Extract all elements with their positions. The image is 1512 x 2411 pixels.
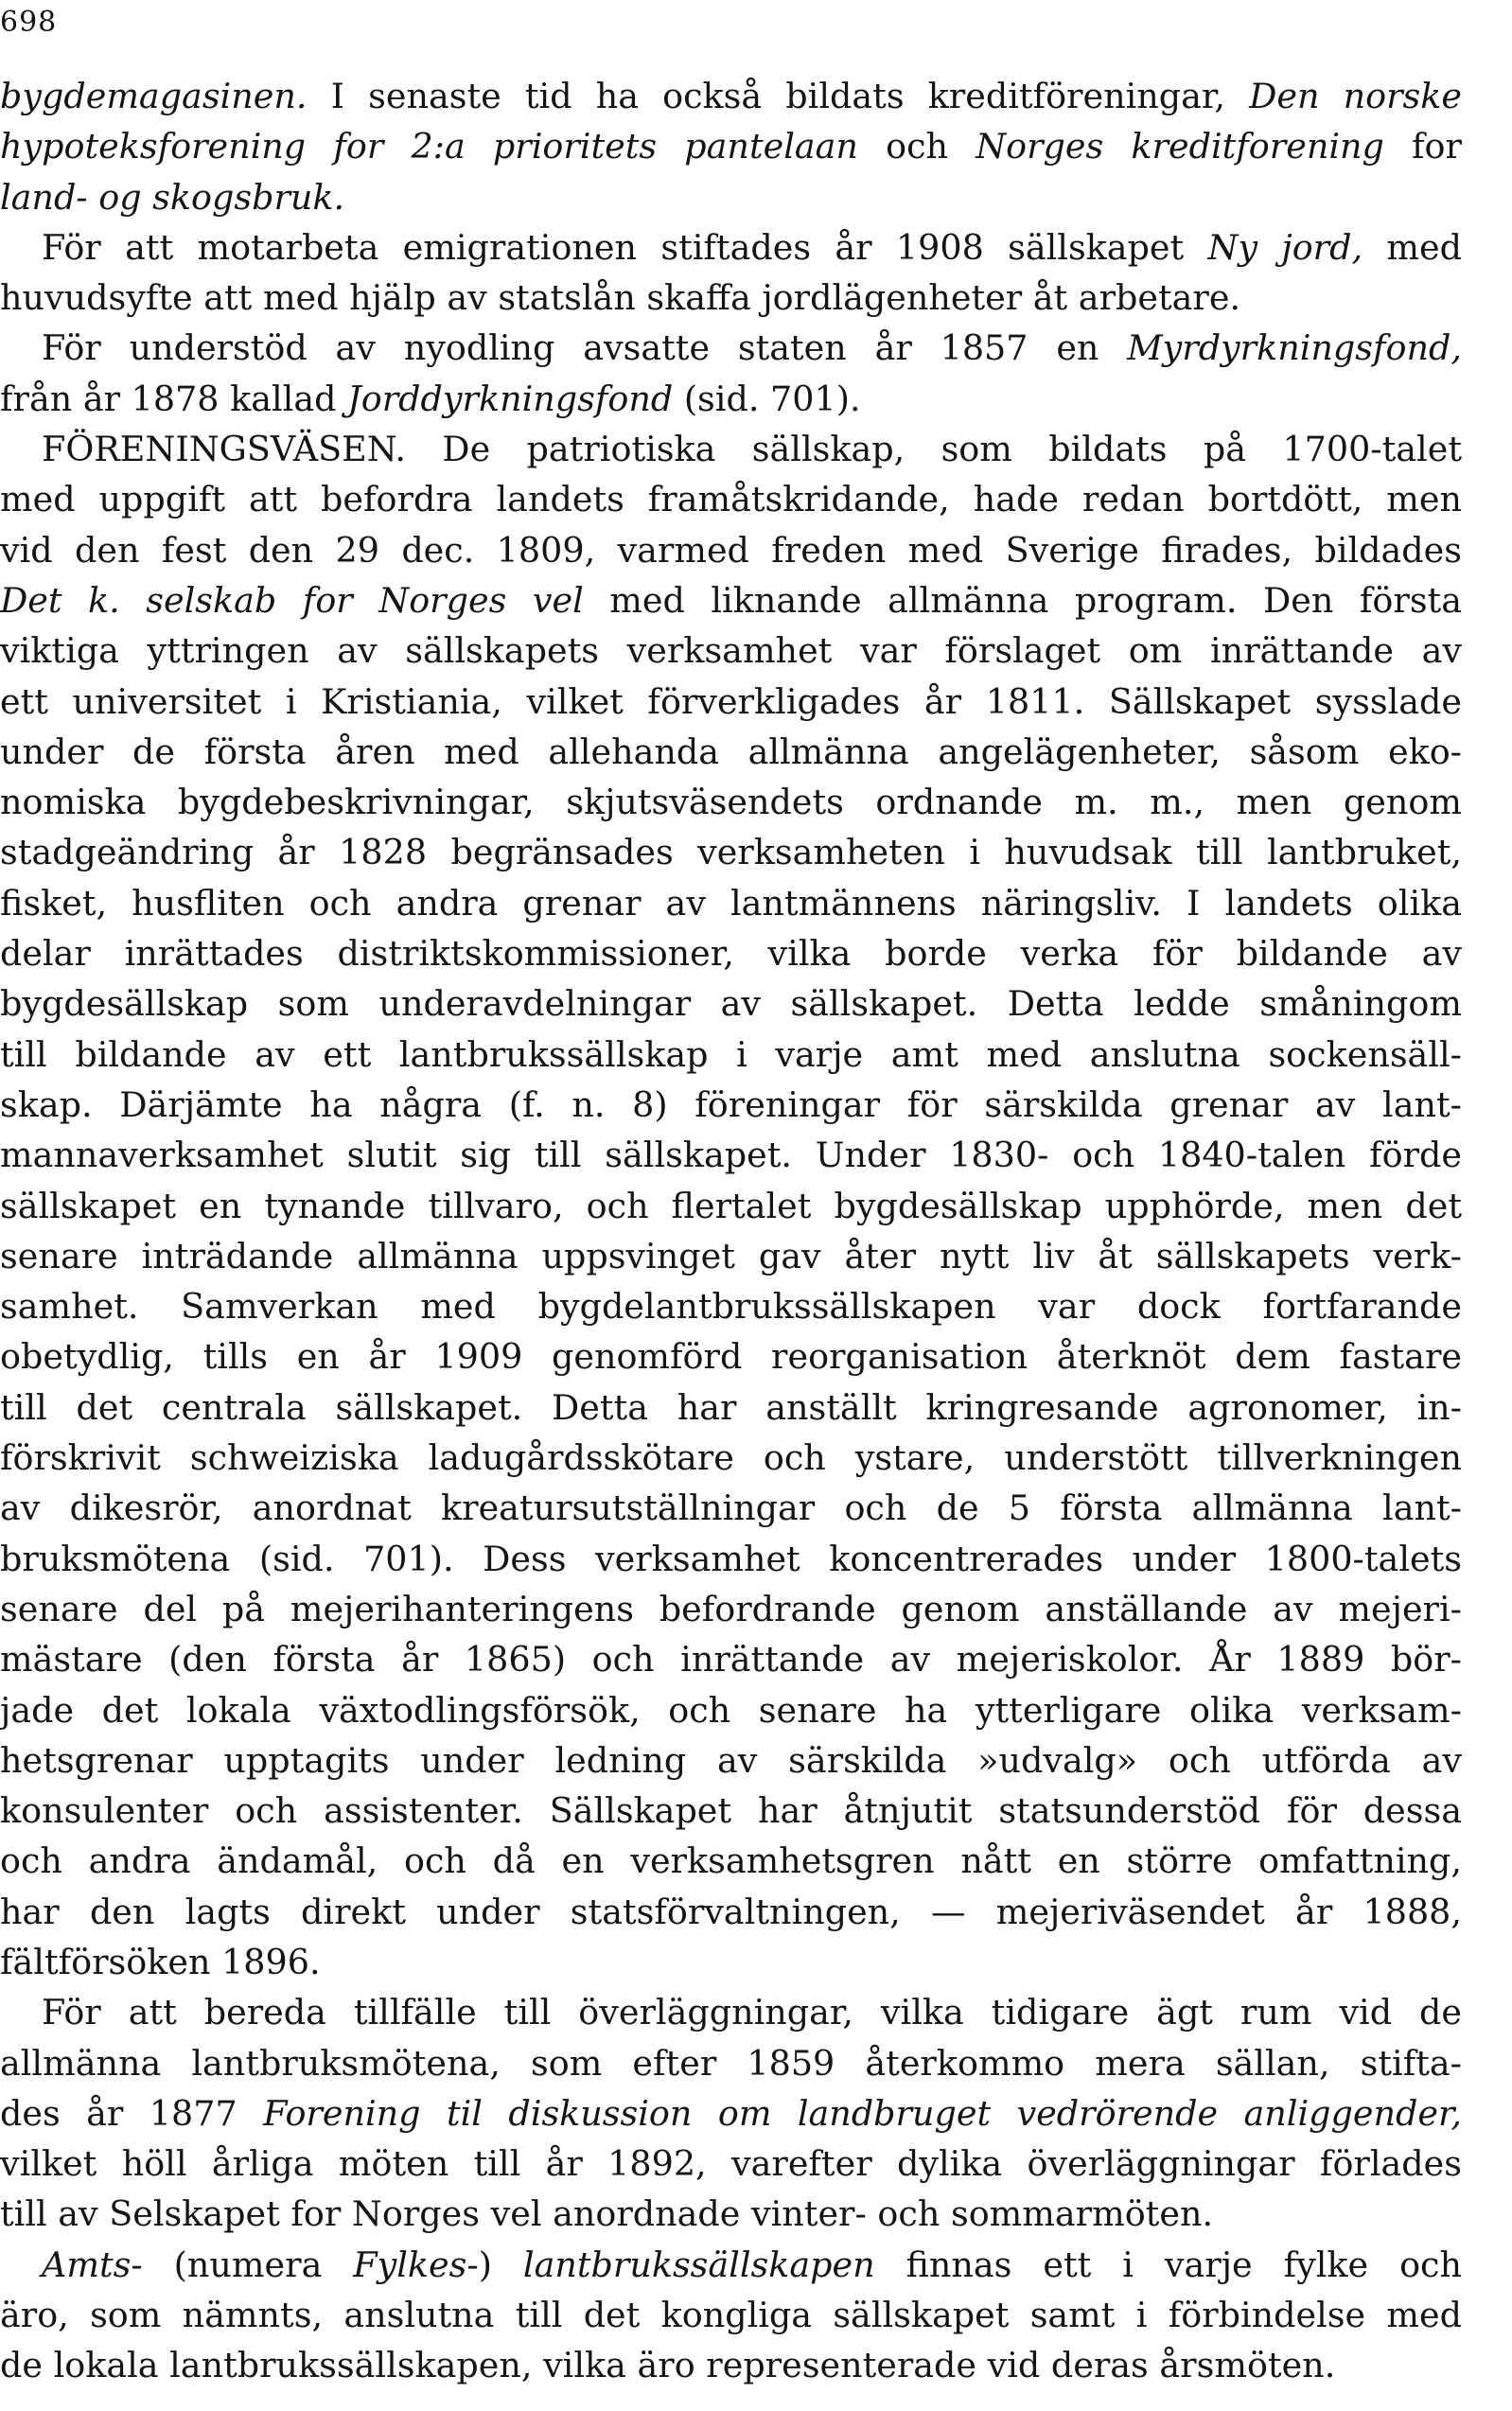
text-segment: for [1383, 126, 1462, 167]
text-line [0, 172, 1462, 222]
italic-text: land- og skogsbruk. [0, 176, 345, 218]
text-line [0, 2038, 1462, 2088]
italic-text: Det k. selskab for Norges vel [0, 579, 584, 621]
text-segment: bruksmötena (sid. 701). Dess verksamhet koncentrerades under 1800-talets [0, 1538, 1462, 1579]
text-line [0, 1987, 1462, 2037]
italic-text: Amts- [42, 2244, 143, 2285]
italic-text: Norges kreditforening [976, 126, 1384, 167]
text-segment: mästare (den första år 1865) och inrättande av mejeriskolor. År 1889 bör- [0, 1639, 1462, 1681]
text-line [0, 222, 1462, 273]
text-line [0, 2189, 1462, 2239]
text-line [0, 2240, 1462, 2290]
text-line [0, 625, 1462, 676]
text-line [0, 1483, 1462, 1533]
italic-text: lantbrukssällskapen [522, 2244, 875, 2285]
text-segment: obetydlig, tills en år 1909 genomförd reorganisation återknöt dem fastare [0, 1336, 1462, 1378]
text-line [0, 677, 1462, 727]
text-line [0, 1735, 1462, 1786]
text-line [0, 1231, 1462, 1281]
text-line [0, 1433, 1462, 1483]
text-segment: och [857, 126, 976, 167]
text-segment: ) [478, 2244, 523, 2285]
text-line [0, 575, 1462, 625]
text-line [0, 71, 1462, 121]
text-segment: sällskapet en tynande tillvaro, och flertalet bygdesällskap upphörde, men det [0, 1185, 1462, 1226]
text-segment: För understöd av nyodling avsatte staten år 1857 en [42, 327, 1128, 369]
text-line [0, 777, 1462, 827]
italic-text: bygdemagasinen. [0, 76, 308, 116]
text-segment: fisket, husfliten och andra grenar av lantmännens näringsliv. I landets olika [0, 882, 1462, 924]
italic-text: Ny jord, [1207, 226, 1363, 268]
italic-text: Fylkes- [353, 2244, 479, 2285]
text-line [0, 1181, 1462, 1231]
text-line [0, 424, 1462, 474]
text-segment: delar inrättades distriktskommissioner, vilka borde verka för bildande av [0, 933, 1462, 975]
text-segment: äro, som nämnts, anslutna till det kongliga sällskapet samt i förbindelse med [0, 2295, 1462, 2336]
text-line [0, 474, 1462, 524]
text-segment: har den lagts direkt under statsförvaltningen, — mejeriväsendet år 1888, [0, 1891, 1462, 1932]
text-segment: vid den fest den 29 dec. 1809, varmed freden med Sverige firades, bildades [0, 529, 1462, 571]
text-line [0, 2088, 1462, 2138]
text-line [0, 827, 1462, 877]
text-segment: förskrivit schweiziska ladugårdsskötare och ystare, understött tillverkningen [0, 1437, 1462, 1479]
text-segment: hetsgrenar upptagits under ledning av särskilda »udvalg» och utförda av [0, 1739, 1462, 1781]
text-segment: stadgeändring år 1828 begränsades verksamheten i huvudsak till lantbruket, [0, 832, 1462, 873]
text-line [0, 1584, 1462, 1634]
text-segment: FÖRENINGSVÄSEN. De patriotiska sällskap, som bildats på 1700-talet [42, 429, 1462, 470]
text-segment: under de första åren med allehanda allmänna angelägenheter, såsom eko- [0, 730, 1462, 772]
text-segment: och andra ändamål, och då en verksamhetsgren nått en större omfattning, [0, 1840, 1462, 1882]
text-segment: För att motarbeta emigrationen stiftades år 1908 sällskapet [42, 226, 1208, 268]
text-line [0, 1331, 1462, 1381]
text-segment: I senaste tid ha också bildats kreditföreningar, [307, 76, 1250, 116]
text-segment: (numera [142, 2244, 354, 2285]
text-line [0, 525, 1462, 575]
text-segment: allmänna lantbruksmötena, som efter 1859 återkommo mera sällan, stifta- [0, 2042, 1462, 2084]
page-number: 698 [0, 6, 58, 39]
text-segment: de lokala lantbrukssällskapen, vilka äro representerade vid deras årsmöten. [0, 2345, 1336, 2386]
text-line [0, 2340, 1462, 2390]
text-line [0, 878, 1462, 928]
text-segment: finnas ett i varje fylke och [874, 2244, 1462, 2285]
text-line [0, 273, 1462, 323]
text-line [0, 1634, 1462, 1684]
text-segment: till bildande av ett lantbrukssällskap i varje amt med anslutna sockensäll- [0, 1033, 1462, 1075]
text-line [0, 727, 1462, 777]
text-line [0, 1887, 1462, 1937]
text-segment: senare del på mejerihanteringens befordrande genom anställande av mejeri- [0, 1588, 1462, 1629]
text-line [0, 121, 1462, 171]
italic-text: Den norske [1249, 76, 1462, 116]
italic-text: Jorddyrkningsfond [347, 378, 674, 419]
text-line [0, 978, 1462, 1029]
text-segment: nomiska bygdebeskrivningar, skjutsväsendets ordnande m. m., men genom [0, 782, 1462, 823]
text-segment: fältförsöken 1896. [0, 1941, 321, 1982]
text-line [0, 1130, 1462, 1180]
text-segment: mannaverksamhet slutit sig till sällskapet. Under 1830- och 1840-talen förde [0, 1135, 1462, 1176]
text-segment: från år 1878 kallad [0, 378, 348, 419]
text-segment: ett universitet i Kristiania, vilket förverkligades år 1811. Sällskapet sysslade [0, 680, 1462, 722]
text-line [0, 2138, 1462, 2189]
text-line [0, 323, 1462, 373]
text-line [0, 374, 1462, 424]
text-segment: med uppgift att befordra landets framåtskridande, hade redan bortdött, men [0, 479, 1462, 520]
text-line [0, 1937, 1462, 1987]
text-segment: huvudsyfte att med hjälp av statslån skaffa jordlägenheter åt arbetare. [0, 277, 1241, 319]
text-segment: jade det lokala växtodlingsförsök, och senare ha ytterligare olika verksam- [0, 1689, 1462, 1731]
italic-text: hypoteksforening for 2:a prioritets pantelaan [0, 126, 858, 167]
italic-text: Myrdyrkningsfond, [1127, 327, 1462, 369]
text-segment: bygdesällskap som underavdelningar av sällskapet. Detta ledde småningom [0, 983, 1462, 1025]
text-line [0, 2290, 1462, 2340]
body-text [0, 71, 1462, 2391]
text-segment: med liknande allmänna program. Den första [583, 579, 1462, 621]
text-segment: (sid. 701). [673, 378, 861, 419]
text-segment: konsulenter och assistenter. Sällskapet har åtnjutit statsunderstöd för dessa [0, 1790, 1462, 1832]
text-line [0, 928, 1462, 978]
text-line [0, 1836, 1462, 1886]
text-segment: des år 1877 [0, 2092, 264, 2134]
text-line [0, 1281, 1462, 1331]
text-line [0, 1685, 1462, 1735]
text-line [0, 1534, 1462, 1584]
italic-text: Forening til diskussion om landbruget vedrörende anliggender, [263, 2092, 1462, 2134]
text-segment: viktiga yttringen av sällskapets verksamhet var förslaget om inrättande av [0, 630, 1462, 672]
text-segment: till av Selskapet for Norges vel anordnade vinter- och sommarmöten. [0, 2193, 1214, 2235]
text-segment: med [1363, 226, 1462, 268]
text-segment: senare inträdande allmänna uppsvinget gav åter nytt liv åt sällskapets verk- [0, 1235, 1462, 1276]
text-segment: För att bereda tillfälle till överläggningar, vilka tidigare ägt rum vid de [42, 1992, 1462, 2033]
text-segment: vilket höll årliga möten till år 1892, varefter dylika överläggningar förlades [0, 2143, 1462, 2185]
text-line [0, 1786, 1462, 1836]
text-segment: samhet. Samverkan med bygdelantbrukssällskapen var dock fortfarande [0, 1286, 1462, 1328]
text-segment: av dikesrör, anordnat kreatursutställningar och de 5 första allmänna lant- [0, 1487, 1462, 1529]
text-line [0, 1030, 1462, 1080]
text-line [0, 1382, 1462, 1433]
text-segment: skap. Därjämte ha några (f. n. 8) föreningar för särskilda grenar av lant- [0, 1083, 1462, 1125]
text-line [0, 1080, 1462, 1130]
text-segment: till det centrala sällskapet. Detta har anställt kringresande agronomer, in- [0, 1386, 1462, 1428]
